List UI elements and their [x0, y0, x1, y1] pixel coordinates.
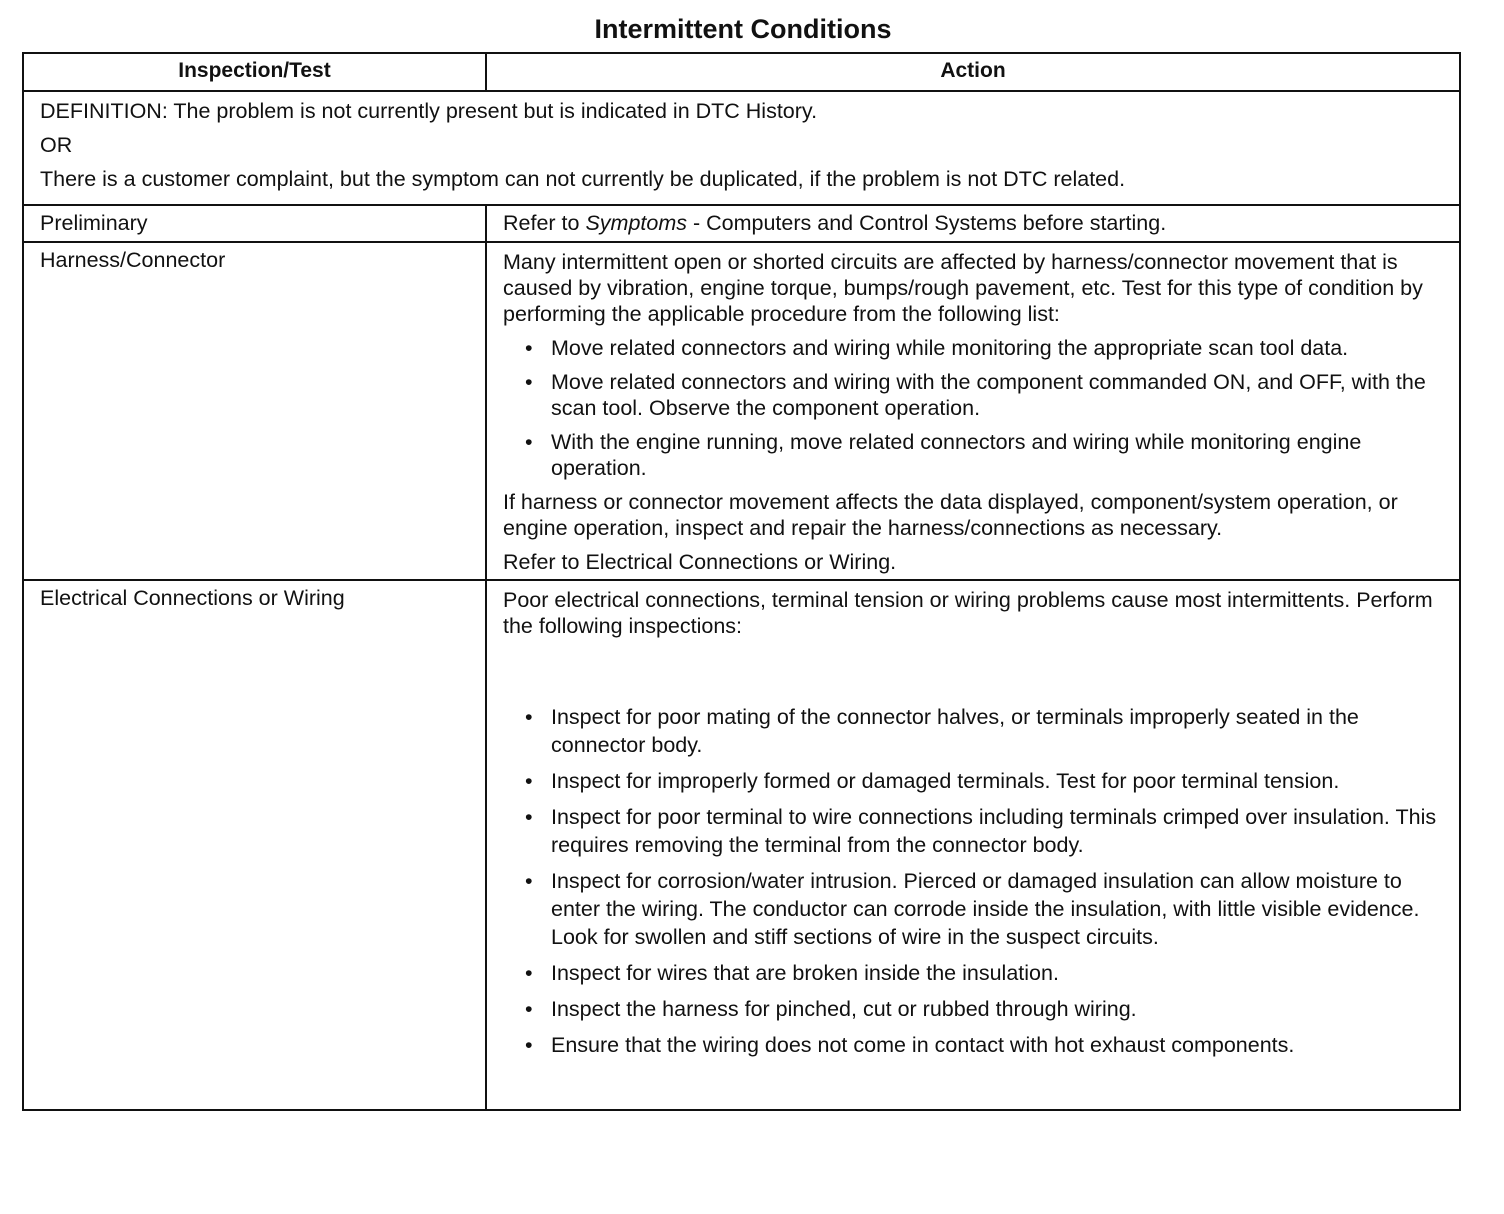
- action-cell: [486, 580, 1460, 1110]
- list-item: • Inspect for wires that are broken inside the insulation.: [525, 961, 1059, 985]
- definition-row: [23, 91, 1460, 205]
- definition-cell: [23, 91, 1460, 205]
- definition-text: DEFINITION: The problem is not currently present but is indicated in DTC History.: [40, 99, 818, 123]
- definition-alt: There is a customer complaint, but the symptom can not currently be duplicated, if the problem is not DTC related.: [40, 167, 1126, 191]
- inspection-list: [503, 703, 1449, 1059]
- test-cell: Harness/Connector: [23, 242, 486, 580]
- table-row: [23, 242, 1460, 580]
- action-reference: Refer to Electrical Connections or Wiring.: [503, 550, 897, 574]
- action-intro: Poor electrical connections, terminal tension or wiring problems cause most intermittents. Perform the following inspections:: [503, 588, 1433, 638]
- header-inspection-test: Inspection/Test: [23, 53, 486, 91]
- header-row: [23, 53, 1460, 91]
- action-text: Refer to: [503, 211, 586, 235]
- table-row: [23, 580, 1460, 1110]
- list-item: • Inspect the harness for pinched, cut or rubbed through wiring.: [525, 997, 1137, 1021]
- action-cell: [486, 205, 1460, 242]
- list-item: • Inspect for poor terminal to wire connections including terminals crimped over insulation. This requires removing the terminal from the connector body.: [525, 805, 1437, 857]
- definition-or: OR: [40, 133, 73, 157]
- list-item: • Inspect for improperly formed or damaged terminals. Test for poor terminal tension.: [525, 769, 1340, 793]
- list-item: • Move related connectors and wiring with the component commanded ON, and OFF, with the scan tool. Observe the component operation.: [525, 370, 1426, 420]
- symptoms-reference: Symptoms: [585, 211, 688, 235]
- header-action: Action: [486, 53, 1460, 91]
- action-cell: [486, 242, 1460, 580]
- action-intro: Many intermittent open or shorted circuits are affected by harness/connector movement that is caused by vibration, engine torque, bumps/rough pavement, etc. Test for this type of condition by performing the applicable procedure from the following list:: [503, 250, 1423, 326]
- test-cell: Electrical Connections or Wiring: [23, 580, 486, 1110]
- intermittent-conditions-table: [22, 52, 1461, 1111]
- list-item: • Move related connectors and wiring while monitoring the appropriate scan tool data.: [525, 336, 1349, 360]
- procedure-list: [503, 335, 1449, 481]
- list-item: • With the engine running, move related connectors and wiring while monitoring engine operation.: [525, 430, 1362, 480]
- test-cell: Preliminary: [23, 205, 486, 242]
- list-item: • Inspect for corrosion/water intrusion. Pierced or damaged insulation can allow moisture to enter the wiring. The conductor can corrode inside the insulation, with little visible evidence. Look for swollen and stiff sections of wire in the suspect circuits.: [525, 869, 1420, 949]
- list-item: • Inspect for poor mating of the connector halves, or terminals improperly seated in the connector body.: [525, 705, 1359, 757]
- action-text: If harness or connector movement affects the data displayed, component/system operation, or engine operation, inspect and repair the harness/connections as necessary.: [503, 490, 1398, 540]
- action-text: - Computers and Control Systems before starting.: [687, 211, 1167, 235]
- page-title: Intermittent Conditions: [594, 14, 892, 44]
- table-row: [23, 205, 1460, 242]
- list-item: • Ensure that the wiring does not come in contact with hot exhaust components.: [525, 1033, 1295, 1057]
